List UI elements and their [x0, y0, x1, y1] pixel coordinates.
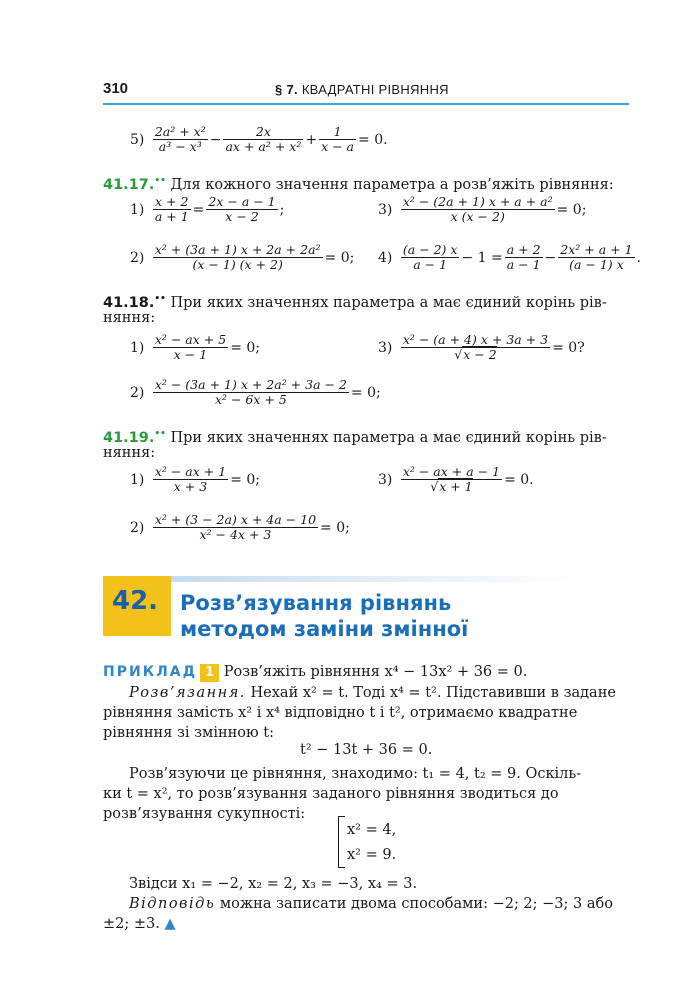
equation-rhs: = 0.: [358, 131, 388, 148]
exercise-number: 41.18.: [103, 294, 155, 311]
exercise-41-18-item-2: [130, 378, 381, 407]
equation-rhs: = 0;: [320, 519, 350, 536]
denominator: ax + a² + x²: [225, 139, 302, 154]
equation-rhs: = 0.: [504, 471, 534, 488]
exercise-41-17-item-4: [378, 243, 641, 272]
punctuation: ;: [279, 201, 285, 218]
exercise-41-19-item-3: [378, 465, 534, 494]
exercise-41-19-item-1: [130, 465, 260, 494]
denominator: a − 1: [413, 257, 448, 272]
exercise-text: При яких значеннях параметра a має єдиний корінь рів-: [170, 294, 607, 311]
solution-text: Нехай x² = t. Тоді x⁴ = t². Підставивши в задане: [250, 685, 616, 701]
item-label: 2): [130, 249, 145, 266]
exercise-number: 41.19.: [103, 429, 155, 446]
solution-label: Розв’язання.: [129, 685, 246, 701]
operator: −: [209, 131, 222, 148]
header-rule: [103, 103, 629, 105]
denominator: √x + 1: [430, 479, 473, 494]
system-equation-1: x² = 4,: [347, 822, 397, 838]
denominator: a − 1: [506, 257, 541, 272]
numerator: x² + (3 − 2a) x + 4a − 10: [154, 512, 317, 527]
denominator: x − 2: [225, 209, 259, 224]
item-label: 1): [130, 201, 145, 218]
answer-label: Відповідь: [129, 896, 216, 912]
difficulty-mark: ••: [154, 176, 166, 186]
denominator: x − a: [321, 139, 355, 154]
page-number: 310: [103, 80, 129, 97]
denominator: x + 3: [173, 479, 208, 494]
punctuation: .: [636, 249, 641, 266]
numerator: 2x − a − 1: [208, 194, 276, 209]
equation-rhs: = 0;: [556, 201, 587, 218]
operator: − 1 =: [461, 249, 503, 266]
exercise-41-18-item-1: [130, 333, 260, 362]
system-bracket: [338, 816, 345, 868]
denominator: (x − 1) (x + 2): [192, 257, 283, 272]
numerator: 1: [319, 125, 356, 140]
end-of-solution-icon: ▲: [164, 916, 176, 932]
exercise-text: Для кожного значення параметра a розв’яжіть рівняння:: [170, 176, 614, 193]
example-task: Розв’яжіть рівняння x⁴ − 13x² + 36 = 0.: [223, 664, 528, 680]
equation-rhs: = 0?: [552, 339, 585, 356]
quadratic-equation: t² − 13t + 36 = 0.: [300, 742, 433, 758]
denominator: x² − 4x + 3: [199, 527, 272, 542]
example-heading: [103, 663, 527, 682]
section-title: КВАДРАТНІ РІВНЯННЯ: [301, 82, 449, 97]
example-label: ПРИКЛАД: [103, 664, 198, 680]
solution-line-6: розв’язування сукупності:: [103, 806, 306, 822]
denominator: x (x − 2): [450, 209, 505, 224]
item-label: 2): [130, 384, 145, 401]
denominator: x² − 6x + 5: [214, 392, 287, 407]
solution-line-2: рівняння замість x² і x⁴ відповідно t і t², отримаємо квадратне: [103, 705, 578, 721]
numerator: (a − 2) x: [402, 242, 458, 257]
item-label: 3): [378, 471, 393, 488]
equation-rhs: = 0;: [350, 384, 381, 401]
solution-line-5: ки t = x², то розв’язування заданого рівняння зводиться до: [103, 786, 559, 802]
exercise-41-19-text-cont: няння:: [103, 445, 156, 461]
exercise-41-19-item-2: [130, 513, 350, 542]
denominator: x − 1: [173, 347, 208, 362]
exercise-41-17-heading: [103, 172, 614, 194]
numerator: x² − ax + a − 1: [402, 464, 501, 479]
section-mark: § 7.: [275, 82, 298, 97]
answer-text: можна записати двома способами: −2; 2; −3; 3 або: [219, 896, 613, 912]
item-label: 1): [130, 471, 145, 488]
item-label: 5): [130, 131, 145, 148]
exercise-41-17-item-1: [130, 195, 284, 224]
equation-rhs: = 0;: [324, 249, 355, 266]
denominator: a + 1: [154, 209, 189, 224]
exercise-41-18-heading: [103, 290, 607, 312]
exercise-text: При яких значеннях параметра a має єдиний корінь рів-: [170, 429, 607, 446]
fraction: [223, 125, 303, 154]
exercise-41-17-item-3: [378, 195, 586, 224]
operator: +: [305, 131, 318, 148]
denominator: √x − 2: [454, 347, 497, 362]
section-title-line-2: методом заміни змінної: [180, 617, 469, 641]
answer-line-1: [129, 895, 613, 913]
item-label: 1): [130, 339, 145, 356]
solution-line-1: [129, 684, 616, 702]
denominator: a³ − x³: [158, 139, 202, 154]
section-number: 42.: [112, 586, 159, 616]
numerator: 2x: [223, 125, 303, 140]
solution-line-4: Розв’язуючи це рівняння, знаходимо: t₁ = 4, t₂ = 9. Оскіль-: [129, 766, 582, 782]
fraction: [319, 125, 356, 154]
numerator: x² − (a + 4) x + 3a + 3: [402, 332, 549, 347]
section-banner-gradient: [171, 576, 581, 582]
numerator: x² − ax + 5: [154, 332, 227, 347]
exercise-41-17-item-2: [130, 243, 354, 272]
numerator: x + 2: [153, 195, 191, 210]
exercise-41-19-heading: [103, 425, 607, 447]
section-title: [180, 590, 468, 642]
operator: =: [192, 201, 205, 218]
equation-rhs: = 0;: [230, 471, 260, 488]
answer-line-2: [103, 915, 176, 933]
fraction: [153, 125, 208, 154]
operator: −: [544, 249, 557, 266]
exercise-41-18-text-cont: няння:: [103, 310, 156, 326]
answer-text-cont: ±2; ±3.: [103, 916, 160, 932]
equation-rhs: = 0;: [230, 339, 260, 356]
system-equation-2: x² = 9.: [347, 847, 397, 863]
item-label: 2): [130, 519, 145, 536]
solution-line-7: Звідси x₁ = −2, x₂ = 2, x₃ = −3, x₄ = 3.: [129, 876, 418, 892]
section-title-line-1: Розв’язування рівнянь: [180, 591, 452, 615]
numerator: 2x² + a + 1: [560, 242, 633, 257]
numerator: x² − (2a + 1) x + a + a²: [402, 194, 553, 209]
numerator: x² − (3a + 1) x + 2a² + 3a − 2: [154, 377, 347, 392]
solution-line-3: рівняння зі змінною t:: [103, 725, 274, 741]
denominator: (a − 1) x: [569, 257, 624, 272]
example-number: 1: [200, 664, 219, 682]
difficulty-mark: ••: [154, 294, 166, 304]
radicand: x − 2: [463, 347, 497, 362]
difficulty-mark: ••: [154, 429, 166, 439]
running-header: [275, 82, 449, 97]
exercise-41-18-item-3: [378, 333, 585, 362]
problem-5: [130, 125, 388, 154]
numerator: x² − ax + 1: [154, 464, 227, 479]
exercise-number: 41.17.: [103, 176, 155, 193]
numerator: a + 2: [506, 242, 541, 257]
item-label: 3): [378, 339, 393, 356]
numerator: x² + (3a + 1) x + 2a + 2a²: [154, 242, 321, 257]
item-label: 3): [378, 201, 393, 218]
item-label: 4): [378, 249, 393, 266]
numerator: 2a² + x²: [154, 124, 206, 139]
radicand: x + 1: [439, 479, 473, 494]
